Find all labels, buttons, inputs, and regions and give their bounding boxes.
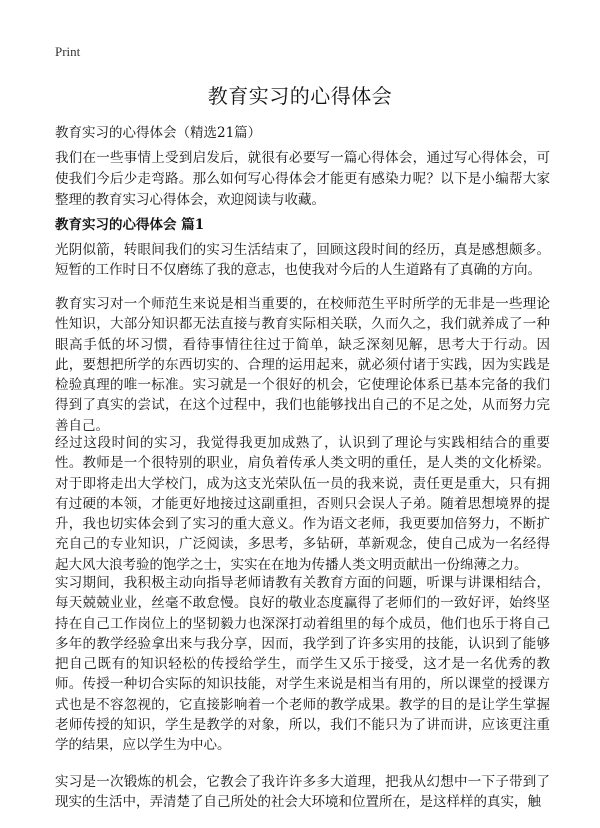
body-paragraph: 实习是一次锻炼的机会，它教会了我许许多多大道理，把我从幻想中一下子带到了现实的生活中，弄清楚了自己所处的社会大环境和位置所在，是这样样的真实，触 <box>55 774 550 811</box>
body-paragraph: 教育实习对一个师范生来说是相当重要的，在校师范生平时所学的无非是一些理论性知识，大部分知识都无法直接与教育实际相关联，久而久之，我们就养成了一种眼高手低的坏习惯，看待事情往往过于简单，缺乏深刻见解，思考大于行动。因此，要想把所学的东西切实的、合理的运用起来，就必须付诸于实践，因为实践是检验真理的唯一标准。实习就是一个很好的机会，它使理论体系已基本完备的我们得到了真实的尝试，在这个过程中，我们也能够找出自己的不足之处，从而努力完善自己。 <box>55 296 550 434</box>
document-subtitle: 教育实习的心得体会（精选21篇） <box>55 125 262 141</box>
body-paragraph: 实习期间，我积极主动向指导老师请教有关教育方面的问题，听课与讲课相结合，每天兢兢业业，丝毫不敢怠慢。良好的敬业态度赢得了老师们的一致好评，始终坚持在自己工作岗位上的坚韧毅力也深深打动着组里的每个成员，他们也乐于将自己多年的教学经验拿出来与我分享，因而，我学到了许多实用的技能，认识到了能够把自己既有的知识轻松的传授给学生，而学生又乐于接受，这才是一名优秀的教师。传授一种切合实际的知识技能，对学生来说是相当有用的，所以课堂的授课方式也是不容忽视的，它直接影响着一个老师的教学成果。教学的目的是让学生掌握老师传授的知识，学生是教学的对象，所以，我们不能只为了讲而讲，应该更注重学的结果，应以学生为中心。 <box>55 575 550 754</box>
body-paragraph: 经过这段时间的实习，我觉得我更加成熟了，认识到了理论与实践相结合的重要性。教师是一个很特别的职业，肩负着传承人类文明的重任，是人类的文化桥梁。对于即将走出大学校门，成为这支光荣队伍一员的我来说，责任更是重大，只有拥有过硬的本领，才能更好地接过这副重担，否则只会误人子弟。随着思想境界的提升，我也切实体会到了实习的重大意义。作为语文老师，我更要加倍努力，不断扩充自己的专业知识，广泛阅读，多思考，多钻研，革新观念，使自己成为一名经得起大风大浪考验的饱学之士，实实在在地为传播人类文明贡献出一份绵薄之力。 <box>55 435 550 573</box>
print-link[interactable]: Print <box>55 44 81 59</box>
section-heading: 教育实习的心得体会 篇1 <box>55 217 205 233</box>
intro-paragraph: 我们在一些事情上受到启发后，就很有必要写一篇心得体会，通过写心得体会，可使我们今后少走弯路。那么如何写心得体会才能更有感染力呢？以下是小编帮大家整理的教育实习心得体会，欢迎阅读与收藏。 <box>55 150 550 208</box>
body-paragraph: 光阴似箭，转眼间我们的实习生活结束了，回顾这段时间的经历，真是感想颇多。短暂的工作时日不仅磨练了我的意志，也使我对今后的人生道路有了真确的方向。 <box>55 242 550 279</box>
page-title: 教育实习的心得体会 <box>207 84 393 108</box>
